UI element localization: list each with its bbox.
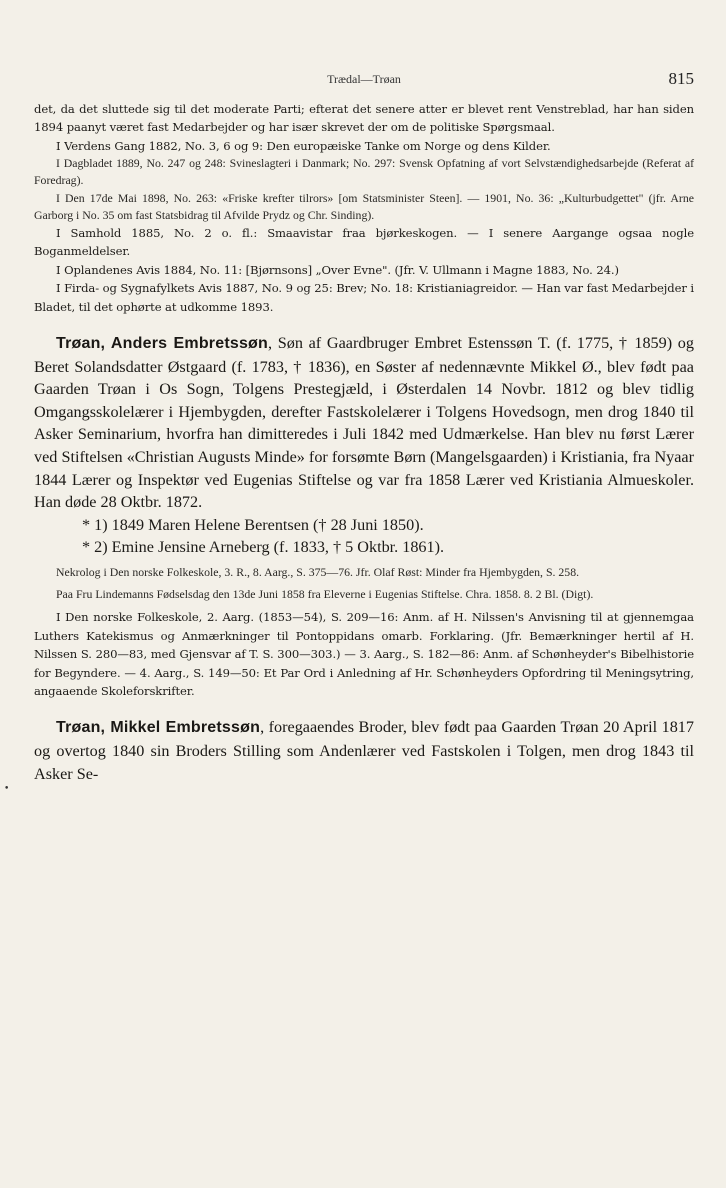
bibliography-paragraph (34, 608, 694, 700)
running-title: Trædal—Trøan (327, 72, 401, 86)
paragraph-text: I Den norske Folkeskole, 2. Aarg. (1853—54), S. 209—16: Anm. af H. Nilssen's Anvisning til at gjennemgaa Luthers Katekismus og Anmærkninger til Pontoppidans omarb. Forklaring. (Jfr. Bemærkninger hertil af H. Nilssen S. 280—83, med Gjensvar af T. S. 300—303.) — 3. Aarg., S. 182—86: Anm. af Schønheyder's Bibelhistorie for Begyndere. — 4. Aarg., S. 149—50: Et Par Ord i Anledning af Hr. Schønheyders Opfordring til Meningsytring, angaaende Skoleforskrifter. (34, 610, 694, 699)
paragraph-text: Paa Fru Lindemanns Fødselsdag den 13de Juni 1858 fra Eleverne i Eugenias Stiftelse. Chra. 1858. 8. 2 Bl. (Digt). (56, 587, 594, 602)
entry-name: Trøan, Mikkel Embretssøn (56, 719, 261, 737)
paragraph-text: , foregaaendes Broder, blev født paa Gaarden Trøan 20 April 1817 og overtog 1840 sin Broders Stilling som Andenlærer ved Fastskolen i Tolgen, men drog 1843 til Asker Se- (34, 718, 694, 783)
paragraph-text: det, da det sluttede sig til det moderate Parti; efterat det senere atter er blevet rent Venstreblad, har han siden 1894 paanyt været fast Medarbejder og har især skrevet der om de politiske Spørgsmaal. (34, 102, 694, 135)
paragraph-text: * 1) 1849 Maren Helene Berentsen († 28 Juni 1850). (82, 515, 424, 534)
biography-entry (34, 716, 694, 785)
paragraph-text: I Oplandenes Avis 1884, No. 11: [Bjørnsons] „Over Evne". (Jfr. V. Ullmann i Magne 1883, No. 24.) (56, 262, 619, 277)
bibliography-paragraph (34, 137, 694, 155)
page-header (34, 69, 694, 92)
bibliography-paragraph (34, 261, 694, 279)
bibliography-paragraph (34, 190, 694, 224)
marriage-line (82, 514, 694, 537)
paragraph-text: I Verdens Gang 1882, No. 3, 6 og 9: Den europæiske Tanke om Norge og dens Kilder. (56, 138, 551, 153)
bibliography-paragraph (34, 564, 694, 581)
marriage-line (82, 536, 694, 559)
paragraph-text: Nekrolog i Den norske Folkeskole, 3. R., 8. Aarg., S. 375—76. Jfr. Olaf Røst: Minder fra Hjembygden, S. 258. (56, 565, 580, 579)
paragraph-text: I Den 17de Mai 1898, No. 263: «Friske krefter tilrors» [om Statsminister Steen]. — 1901, No. 36: „Kulturbudgettet" (jfr. Arne Garborg i No. 35 om fast Statsbidrag til Afvilde Prydz og Chr. Sinding). (34, 190, 694, 222)
paragraph-text: I Samhold 1885, No. 2 o. fl.: Smaavistar fraa bjørkeskogen. — I senere Aargange ogsaa nogle Boganmeldelser. (34, 226, 694, 259)
bibliography-paragraph (34, 279, 694, 316)
paragraph-text: , Søn af Gaardbruger Embret Estenssøn T. (f. 1775, † 1859) og Beret Solandsdatter Østgaard (f. 1783, † 1836), en Søster af nedennævnte Mikkel Ø., blev født paa Gaarden Trøan i Os Sogn, Tolgens Prestegjæld, i Østerdalen 14 Novbr. 1812 og blev tidlig Omgangsskolelærer i Hjembygden, derefter Fastskolelærer i Tolgens Hovedsogn, men drog 1840 til Asker Seminarium, hvorfra han dimitteredes i Juli 1842 med Udmærkelse. Han blev nu først Lærer ved Stiftelsen «Christian Augusts Minde» for forsømte Børn (Mangelsgaarden) i Kristiania, fra Nyaar 1844 Lærer og Inspektør ved Eugenias Stiftelse og var fra 1858 Lærer ved Kristiania Almueskoler. Han døde 28 Oktbr. 1872. (34, 334, 694, 512)
margin-mark: • (4, 784, 10, 794)
biography-entry (34, 332, 694, 514)
bibliography-paragraph (34, 155, 694, 189)
bibliography-paragraph (34, 224, 694, 261)
paragraph-gap (34, 316, 694, 332)
entry-name: Trøan, Anders Embretssøn (56, 335, 268, 353)
page-number: 815 (668, 69, 694, 88)
bibliography-paragraph (34, 100, 694, 137)
paragraph-text: * 2) Emine Jensine Arneberg (f. 1833, † 5 Oktbr. 1861). (82, 538, 445, 557)
paragraph-text: I Firda- og Sygnafylkets Avis 1887, No. 9 og 25: Brev; No. 18: Kristianiagreidor. — Han var fast Medarbejder i Bladet, til det ophørte at udkomme 1893. (34, 281, 694, 314)
page-content (34, 100, 694, 785)
bibliography-paragraph (34, 586, 694, 603)
paragraph-gap (34, 700, 694, 716)
paragraph-text: I Dagbladet 1889, No. 247 og 248: Svineslagteri i Danmark; No. 297: Svensk Opfatning af vort Selvstændighedsarbejde (Referat af Foredrag). (34, 156, 694, 188)
